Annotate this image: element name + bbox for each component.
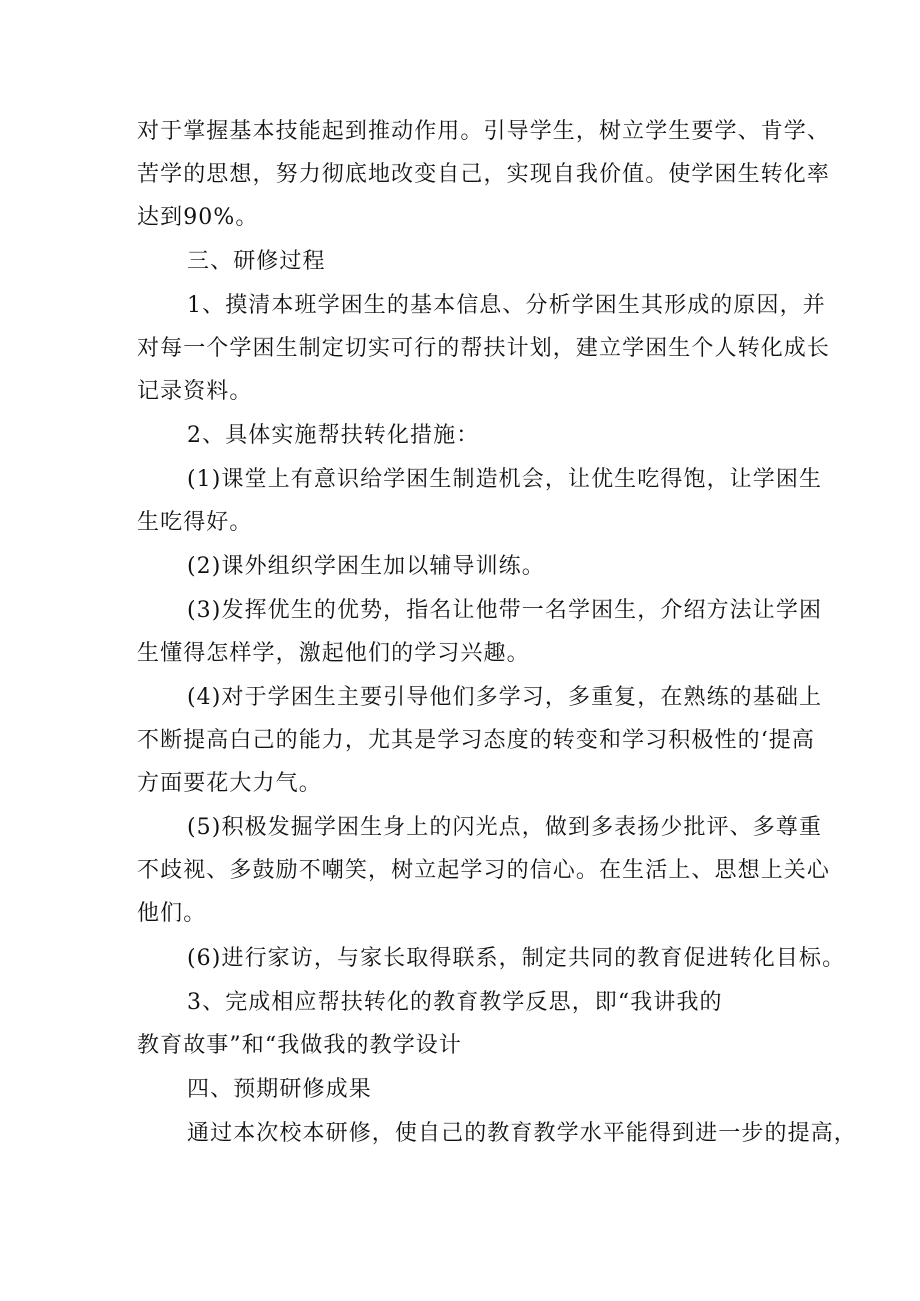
text-line: 教育故事”和“我做我的教学设计 bbox=[137, 1033, 462, 1058]
text-line: 通过本次校本研修，使自己的教育教学水平能得到进一步的提高， bbox=[187, 1121, 857, 1146]
text-line: (1)课堂上有意识给学困生制造机会，让优生吃得饱，让学困生 bbox=[187, 467, 823, 492]
text-line: 苦学的思想，努力彻底地改变自己，实现自我价值。使学困生转化率 bbox=[137, 162, 831, 187]
text-line: (6)进行家访，与家长取得联系，制定共同的教育促进转化目标。 bbox=[187, 946, 846, 971]
text-line: 不歧视、多鼓励不嘲笑，树立起学习的信心。在生活上、思想上关心 bbox=[137, 858, 831, 883]
section-heading: 四、预期研修成果 bbox=[187, 1077, 372, 1102]
text-line: 他们。 bbox=[137, 901, 207, 926]
text-line: 不断提高白己的能力，尤其是学习态度的转变和学习积极性的‘提高 bbox=[137, 728, 815, 753]
text-line: (2)课外组织学困生加以辅导训练。 bbox=[187, 554, 545, 579]
text-line: (4)对于学困生主要引导他们多学习，多重复，在熟练的基础上 bbox=[187, 685, 823, 710]
text-line: 生懂得怎样学，激起他们的学习兴趣。 bbox=[137, 641, 530, 666]
text-line: 达到90%。 bbox=[137, 205, 259, 230]
text-line: 对于掌握基本技能起到推动作用。引导学生，树立学生要学、肯学、 bbox=[137, 119, 831, 144]
text-line: (3)发挥优生的优势，指名让他带一名学困生，介绍方法让学困 bbox=[187, 598, 823, 623]
text-line: 2、具体实施帮扶转化措施： bbox=[187, 423, 480, 448]
section-heading: 三、研修过程 bbox=[187, 249, 326, 274]
text-line: 1、摸清本班学困生的基本信息、分析学困生其形成的原因，并 bbox=[187, 293, 826, 318]
text-line: (5)积极发掘学困生身上的闪光点，做到多表扬少批评、多尊重 bbox=[187, 815, 823, 840]
text-line: 3、完成相应帮扶转化的教育教学反思，即“我讲我的 bbox=[187, 990, 723, 1015]
text-line: 对每一个学困生制定切实可行的帮扶计划，建立学困生个人转化成长 bbox=[137, 336, 831, 361]
text-line: 生吃得好。 bbox=[137, 510, 253, 535]
text-line: 记录资料。 bbox=[137, 379, 253, 404]
text-line: 方面要花大力气。 bbox=[137, 771, 322, 796]
